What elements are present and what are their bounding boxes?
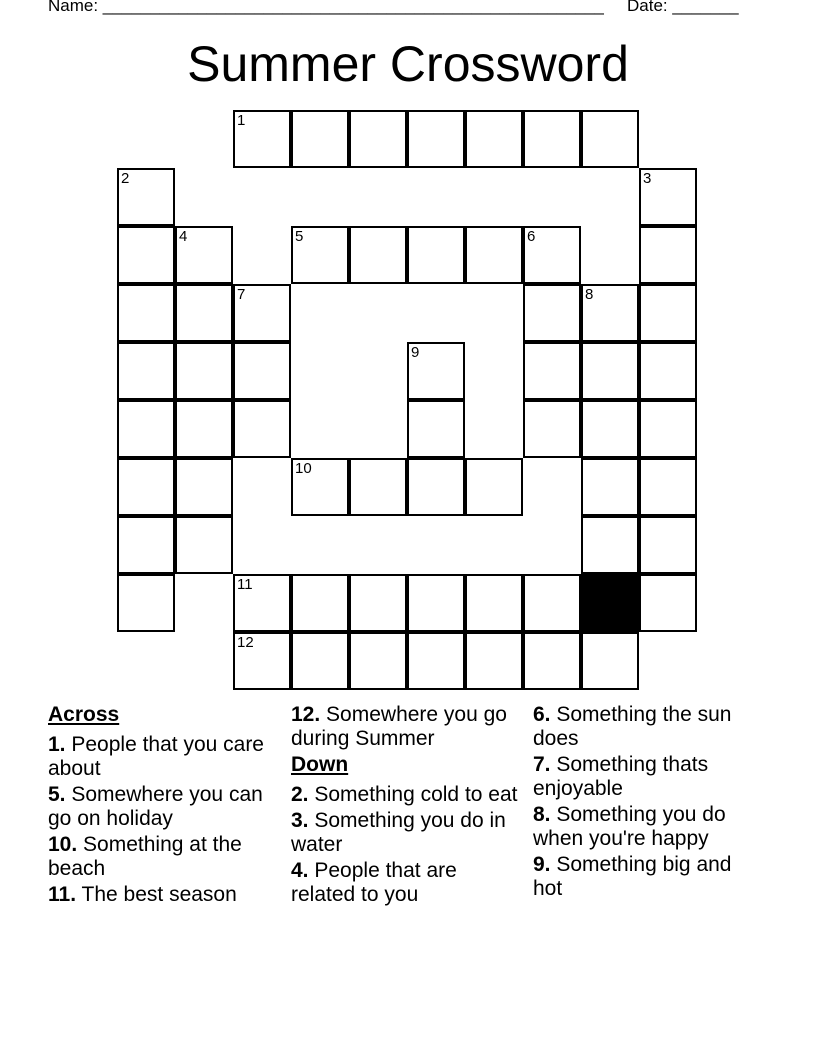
down-clue	[533, 803, 763, 851]
cell-number: 7	[237, 286, 246, 303]
across-heading: Across	[48, 703, 120, 726]
clue-number: 2.	[291, 783, 309, 806]
grid-cell[interactable]	[349, 632, 407, 690]
clue-text: Something cold to eat	[314, 783, 518, 806]
clue-number: 7.	[533, 753, 551, 776]
grid-cell[interactable]	[291, 226, 349, 284]
grid-cell[interactable]	[291, 458, 349, 516]
grid-cell[interactable]	[465, 574, 523, 632]
grid-cell[interactable]	[407, 226, 465, 284]
grid-cell[interactable]	[465, 110, 523, 168]
clue-column-1	[48, 703, 278, 909]
grid-cell[interactable]	[581, 458, 639, 516]
cell-number: 12	[237, 634, 254, 651]
cell-number: 6	[527, 228, 536, 245]
grid-cell[interactable]	[639, 458, 697, 516]
clue-number: 11.	[48, 883, 77, 906]
grid-cell[interactable]	[117, 516, 175, 574]
clue-number: 6.	[533, 703, 551, 726]
across-clue	[291, 703, 521, 751]
clue-text: Somewhere you can go on holiday	[48, 783, 263, 830]
grid-cell[interactable]	[291, 110, 349, 168]
grid-cell[interactable]	[639, 400, 697, 458]
page-title: Summer Crossword	[187, 36, 629, 92]
grid-cell[interactable]	[581, 632, 639, 690]
clue-number: 12.	[291, 703, 321, 726]
cell-number: 3	[643, 170, 652, 187]
grid-cell[interactable]	[291, 574, 349, 632]
grid-cell[interactable]	[117, 168, 175, 226]
grid-cell[interactable]	[581, 342, 639, 400]
cell-number: 9	[411, 344, 420, 361]
grid-cell[interactable]	[233, 400, 291, 458]
grid-cell[interactable]	[349, 110, 407, 168]
name-field[interactable]: Name: _____________________________________________________	[48, 0, 604, 15]
down-heading: Down	[291, 753, 349, 776]
across-clue	[48, 883, 278, 907]
grid-cell[interactable]	[523, 342, 581, 400]
grid-cell[interactable]	[639, 226, 697, 284]
grid-cell[interactable]	[117, 458, 175, 516]
grid-cell[interactable]	[639, 168, 697, 226]
grid-cell[interactable]	[523, 400, 581, 458]
clue-number: 3.	[291, 809, 309, 832]
down-clue	[291, 809, 521, 857]
clue-text: The best season	[81, 883, 237, 906]
grid-cell[interactable]	[639, 342, 697, 400]
grid-cell[interactable]	[233, 632, 291, 690]
grid-cell[interactable]	[581, 400, 639, 458]
cell-number: 4	[179, 228, 188, 245]
grid-cell[interactable]	[175, 342, 233, 400]
clue-column-3	[533, 703, 763, 903]
grid-cell[interactable]	[117, 284, 175, 342]
grid-cell[interactable]	[523, 284, 581, 342]
clue-text: People that are related to you	[291, 859, 457, 906]
date-field[interactable]: Date: _______	[627, 0, 739, 15]
down-clue	[533, 753, 763, 801]
grid-cell[interactable]	[117, 574, 175, 632]
clue-column-2	[291, 703, 521, 909]
grid-cell[interactable]	[349, 574, 407, 632]
grid-cell[interactable]	[639, 284, 697, 342]
grid-cell[interactable]	[581, 284, 639, 342]
grid-cell[interactable]	[407, 574, 465, 632]
grid-cell[interactable]	[639, 574, 697, 632]
clue-text: Something you do when you're happy	[533, 803, 726, 850]
clue-text: Something thats enjoyable	[533, 753, 709, 800]
grid-cell[interactable]	[233, 110, 291, 168]
grid-cell[interactable]	[523, 226, 581, 284]
grid-cell[interactable]	[291, 632, 349, 690]
grid-cell[interactable]	[465, 458, 523, 516]
cell-number: 2	[121, 170, 130, 187]
grid-cell[interactable]	[175, 516, 233, 574]
cell-number: 10	[295, 460, 312, 477]
down-clue	[291, 783, 521, 807]
across-clue	[48, 733, 278, 781]
clue-text: Something the sun does	[533, 703, 732, 750]
grid-cell[interactable]	[523, 632, 581, 690]
grid-cell[interactable]	[117, 226, 175, 284]
clue-number: 9.	[533, 853, 551, 876]
clue-text: Somewhere you go during Summer	[291, 703, 507, 750]
grid-cell[interactable]	[523, 110, 581, 168]
blocked-cell	[581, 574, 639, 632]
grid-cell[interactable]	[233, 284, 291, 342]
down-clue	[533, 703, 763, 751]
grid-cell[interactable]	[175, 400, 233, 458]
grid-cell[interactable]	[233, 342, 291, 400]
clue-text: Something you do in water	[291, 809, 506, 856]
grid-cell[interactable]	[349, 458, 407, 516]
grid-cell[interactable]	[581, 110, 639, 168]
cell-number: 1	[237, 112, 246, 129]
clue-number: 5.	[48, 783, 66, 806]
grid-cell[interactable]	[407, 342, 465, 400]
grid-cell[interactable]	[407, 400, 465, 458]
down-clue	[291, 859, 521, 907]
clue-text: People that you care about	[48, 733, 264, 780]
grid-cell[interactable]	[175, 284, 233, 342]
clue-text: Something big and hot	[533, 853, 732, 900]
cell-number: 8	[585, 286, 594, 303]
cell-number: 5	[295, 228, 304, 245]
grid-cell[interactable]	[523, 574, 581, 632]
cell-number: 11	[237, 576, 253, 593]
grid-cell[interactable]	[407, 458, 465, 516]
grid-cell[interactable]	[117, 400, 175, 458]
grid-cell[interactable]	[465, 226, 523, 284]
grid-cell[interactable]	[117, 342, 175, 400]
grid-cell[interactable]	[349, 226, 407, 284]
across-clue	[48, 783, 278, 831]
grid-cell[interactable]	[639, 516, 697, 574]
clue-number: 4.	[291, 859, 309, 882]
grid-cell[interactable]	[581, 516, 639, 574]
grid-cell[interactable]	[407, 110, 465, 168]
across-clue	[48, 833, 278, 881]
grid-cell[interactable]	[465, 632, 523, 690]
clue-text: Something at the beach	[48, 833, 242, 880]
clue-number: 8.	[533, 803, 551, 826]
grid-cell[interactable]	[407, 632, 465, 690]
grid-cell[interactable]	[175, 458, 233, 516]
clue-number: 10.	[48, 833, 78, 856]
down-clue	[533, 853, 763, 901]
clue-number: 1.	[48, 733, 66, 756]
grid-cell[interactable]	[233, 574, 291, 632]
grid-cell[interactable]	[175, 226, 233, 284]
